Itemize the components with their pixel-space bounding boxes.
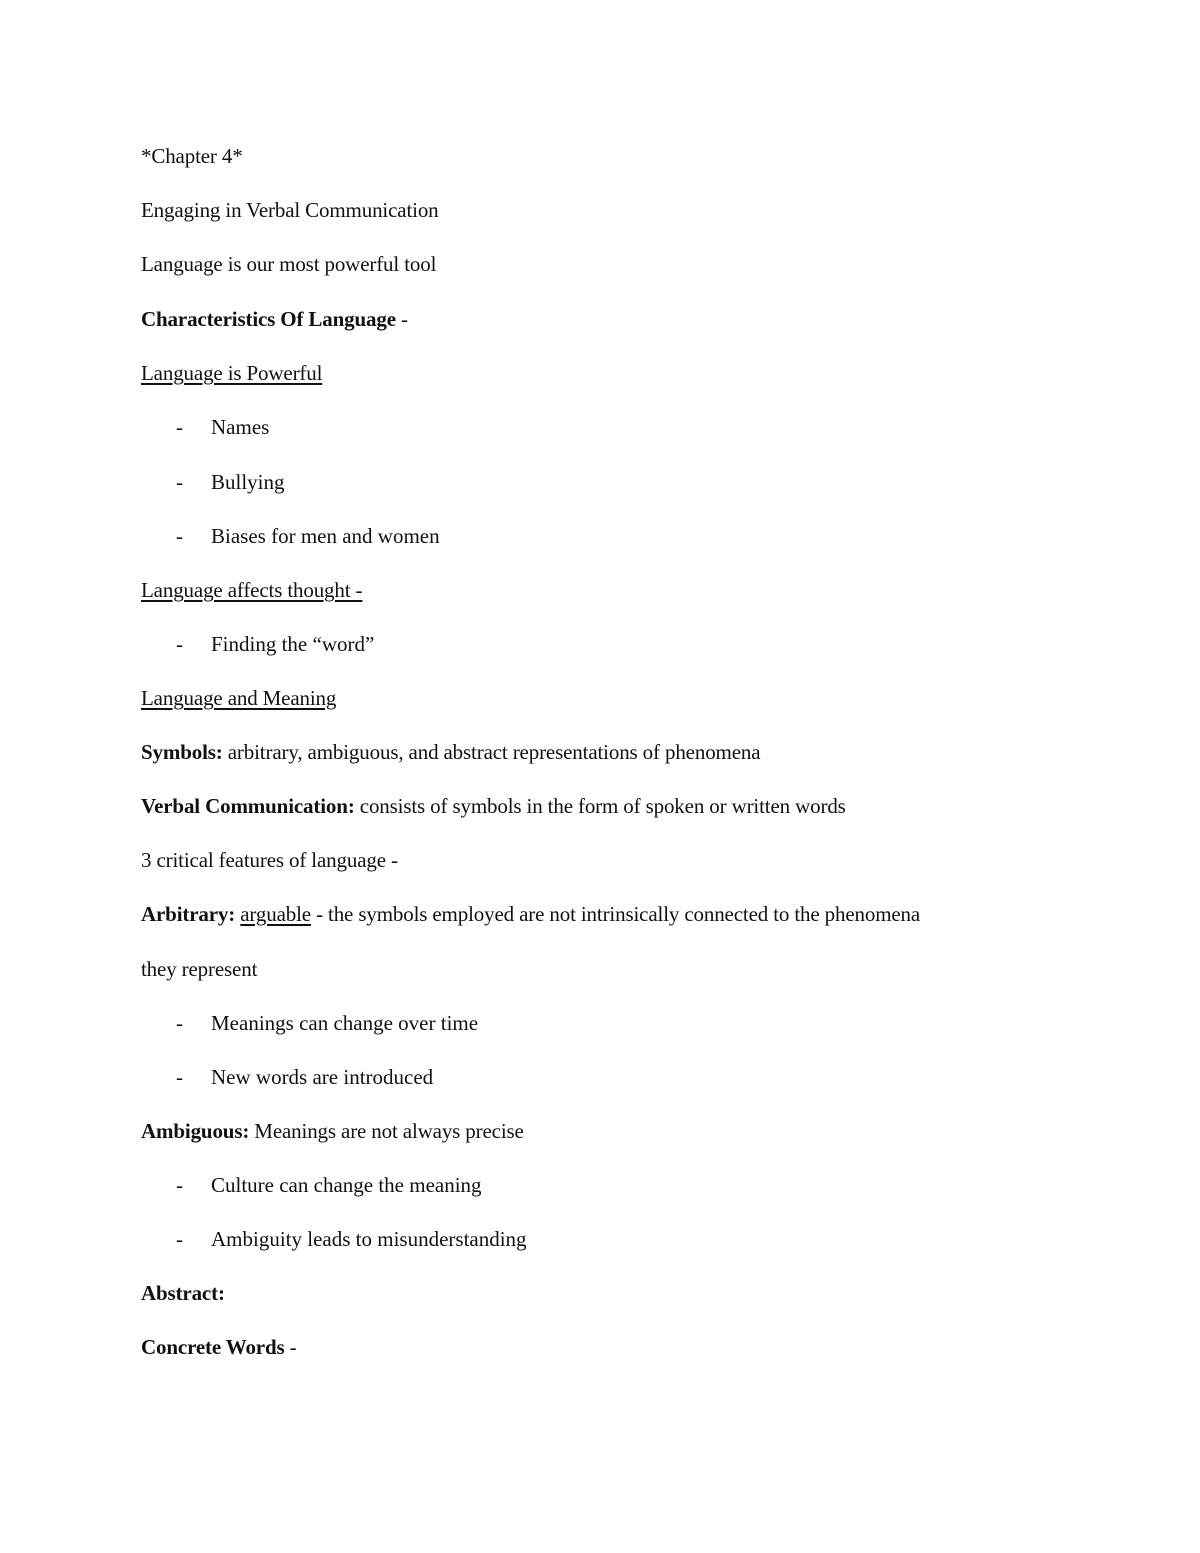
section-meaning-heading: Language and Meaning <box>141 686 337 710</box>
bullet-dash: - <box>176 1065 183 1089</box>
section-powerful-heading: Language is Powerful <box>141 361 323 385</box>
concrete-line <box>141 1333 296 1361</box>
bullet-text: New words are introduced <box>211 1065 434 1089</box>
bullet-dash: - <box>176 524 183 548</box>
bullet-text: Names <box>211 415 270 439</box>
ambiguous-term: Ambiguous: <box>141 1119 250 1143</box>
characteristics-heading: Characteristics Of Language <box>141 307 396 331</box>
arbitrary-continuation: they represent <box>141 957 258 981</box>
bullet-text: Biases for men and women <box>211 524 440 548</box>
bullet-dash: - <box>176 415 183 439</box>
verbal-term: Verbal Communication: <box>141 794 355 818</box>
bullet-dash: - <box>176 1227 183 1251</box>
abstract-term: Abstract: <box>141 1281 225 1305</box>
ambiguous-text: Meanings are not always precise <box>249 1119 524 1143</box>
concrete-suffix: - <box>284 1335 297 1359</box>
symbols-term: Symbols: <box>141 740 223 764</box>
document-title: Engaging in Verbal Communication <box>141 198 439 222</box>
arbitrary-underlined: arguable <box>240 902 311 926</box>
characteristics-suffix: - <box>395 307 408 331</box>
concrete-term: Concrete Words <box>141 1335 285 1359</box>
verbal-definition <box>141 792 846 820</box>
symbols-text: arbitrary, ambiguous, and abstract representations of phenomena <box>222 740 761 764</box>
characteristics-heading-line <box>141 305 408 333</box>
bullet-text: Finding the “word” <box>211 632 375 656</box>
verbal-text: consists of symbols in the form of spoken or written words <box>354 794 846 818</box>
section-thought-heading: Language affects thought - <box>141 578 363 602</box>
ambiguous-definition <box>141 1117 524 1145</box>
bullet-text: Culture can change the meaning <box>211 1173 482 1197</box>
arbitrary-term: Arbitrary: <box>141 902 236 926</box>
bullet-dash: - <box>176 1011 183 1035</box>
bullet-dash: - <box>176 632 183 656</box>
bullet-text: Ambiguity leads to misunderstanding <box>211 1227 527 1251</box>
bullet-dash: - <box>176 470 183 494</box>
chapter-label: *Chapter 4* <box>141 144 243 168</box>
arbitrary-text: - the symbols employed are not intrinsically connected to the phenomena <box>310 902 921 926</box>
bullet-text: Meanings can change over time <box>211 1011 479 1035</box>
bullet-text: Bullying <box>211 470 285 494</box>
arbitrary-definition <box>141 900 920 928</box>
symbols-definition <box>141 738 760 766</box>
features-line: 3 critical features of language - <box>141 848 398 872</box>
bullet-dash: - <box>176 1173 183 1197</box>
intro-line: Language is our most powerful tool <box>141 252 437 276</box>
